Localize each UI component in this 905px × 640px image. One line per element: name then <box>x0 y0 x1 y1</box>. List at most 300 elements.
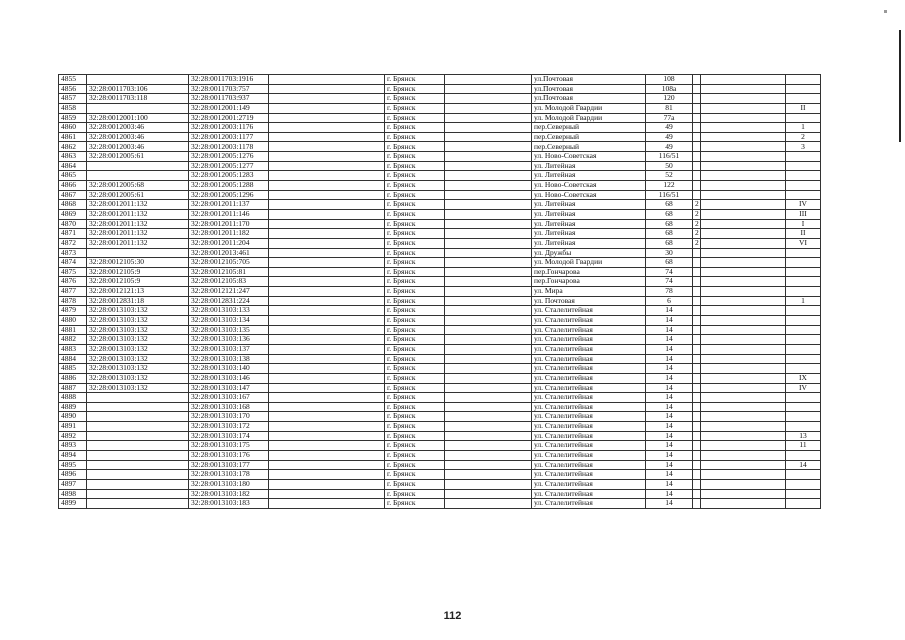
cell-city: г. Брянск <box>385 441 445 451</box>
cell-blank-a <box>269 364 385 374</box>
cell-cadastral-number: 32:28:0013103:182 <box>189 489 269 499</box>
cell-blank-a <box>269 142 385 152</box>
cell-row-number: 4872 <box>59 238 87 248</box>
cell-building <box>693 489 701 499</box>
cell-parent-cadastral-number <box>87 393 189 403</box>
cell-blank-c <box>701 238 786 248</box>
cell-parent-cadastral-number <box>87 402 189 412</box>
cell-row-number: 4868 <box>59 200 87 210</box>
cell-building: 2 <box>693 219 701 229</box>
cell-street: ул. Литейная <box>532 171 646 181</box>
cell-apartment: IV <box>786 383 821 393</box>
cell-parent-cadastral-number: 32:28:0012105:30 <box>87 258 189 268</box>
table-row <box>59 171 821 181</box>
cell-cadastral-number: 32:28:0013103:168 <box>189 402 269 412</box>
cell-blank-b <box>445 344 532 354</box>
cell-street: ул. Сталелитейная <box>532 499 646 509</box>
cell-cadastral-number: 32:28:0013103:146 <box>189 373 269 383</box>
cell-parent-cadastral-number: 32:28:0012005:68 <box>87 181 189 191</box>
cell-parent-cadastral-number <box>87 450 189 460</box>
cell-row-number: 4870 <box>59 219 87 229</box>
cell-apartment <box>786 84 821 94</box>
cell-blank-a <box>269 132 385 142</box>
cell-street: пер.Гончарова <box>532 267 646 277</box>
table-row <box>59 132 821 142</box>
cell-apartment <box>786 479 821 489</box>
cell-blank-c <box>701 123 786 133</box>
cell-blank-b <box>445 354 532 364</box>
cell-apartment: 1 <box>786 296 821 306</box>
cell-house-number: 14 <box>646 344 693 354</box>
cell-building <box>693 248 701 258</box>
cell-blank-b <box>445 219 532 229</box>
table-row <box>59 229 821 239</box>
cell-row-number: 4871 <box>59 229 87 239</box>
cell-house-number: 108 <box>646 75 693 85</box>
cell-cadastral-number: 32:28:0012013:461 <box>189 248 269 258</box>
cell-blank-a <box>269 450 385 460</box>
cell-cadastral-number: 32:28:0011703:937 <box>189 94 269 104</box>
cell-blank-a <box>269 335 385 345</box>
cell-city: г. Брянск <box>385 383 445 393</box>
cell-parent-cadastral-number <box>87 460 189 470</box>
cell-city: г. Брянск <box>385 402 445 412</box>
cell-cadastral-number: 32:28:0012001:149 <box>189 103 269 113</box>
cell-cadastral-number: 32:28:0012003:1178 <box>189 142 269 152</box>
cell-blank-b <box>445 499 532 509</box>
cell-house-number: 68 <box>646 258 693 268</box>
cell-house-number: 14 <box>646 402 693 412</box>
cell-apartment: II <box>786 229 821 239</box>
cell-apartment <box>786 325 821 335</box>
cell-house-number: 116/51 <box>646 190 693 200</box>
cell-parent-cadastral-number: 32:28:0013103:132 <box>87 354 189 364</box>
cell-blank-a <box>269 470 385 480</box>
table-row <box>59 84 821 94</box>
cell-parent-cadastral-number: 32:28:0013103:132 <box>87 373 189 383</box>
cell-blank-b <box>445 142 532 152</box>
cell-building <box>693 393 701 403</box>
cell-city: г. Брянск <box>385 113 445 123</box>
cell-blank-a <box>269 238 385 248</box>
cell-house-number: 14 <box>646 422 693 432</box>
cell-apartment <box>786 344 821 354</box>
table-row <box>59 103 821 113</box>
cell-cadastral-number: 32:28:0013103:177 <box>189 460 269 470</box>
cell-row-number: 4882 <box>59 335 87 345</box>
cell-parent-cadastral-number: 32:28:0012831:18 <box>87 296 189 306</box>
cell-street: ул. Сталелитейная <box>532 402 646 412</box>
cell-blank-b <box>445 94 532 104</box>
cell-parent-cadastral-number: 32:28:0012003:46 <box>87 123 189 133</box>
cell-street: ул. Сталелитейная <box>532 450 646 460</box>
cell-apartment <box>786 267 821 277</box>
table-row <box>59 200 821 210</box>
cell-blank-c <box>701 489 786 499</box>
cell-cadastral-number: 32:28:0012005:1288 <box>189 181 269 191</box>
cell-parent-cadastral-number: 32:28:0012011:132 <box>87 209 189 219</box>
cell-blank-a <box>269 181 385 191</box>
table-row <box>59 335 821 345</box>
cell-apartment <box>786 354 821 364</box>
table-row <box>59 142 821 152</box>
table-row <box>59 364 821 374</box>
cell-street: ул.Почтовая <box>532 84 646 94</box>
cell-parent-cadastral-number: 32:28:0013103:132 <box>87 306 189 316</box>
cell-apartment: 2 <box>786 132 821 142</box>
cell-blank-c <box>701 373 786 383</box>
cell-building <box>693 75 701 85</box>
cell-blank-c <box>701 460 786 470</box>
cell-blank-b <box>445 248 532 258</box>
cell-parent-cadastral-number: 32:28:0012105:9 <box>87 267 189 277</box>
cell-blank-c <box>701 132 786 142</box>
cell-city: г. Брянск <box>385 354 445 364</box>
cell-street: ул. Сталелитейная <box>532 431 646 441</box>
cell-house-number: 6 <box>646 296 693 306</box>
cell-blank-a <box>269 200 385 210</box>
cell-blank-b <box>445 450 532 460</box>
cell-blank-c <box>701 470 786 480</box>
cell-row-number: 4879 <box>59 306 87 316</box>
cell-building <box>693 277 701 287</box>
cell-blank-a <box>269 287 385 297</box>
cell-blank-c <box>701 316 786 326</box>
table-row <box>59 287 821 297</box>
cell-street: пер.Северный <box>532 123 646 133</box>
cell-parent-cadastral-number <box>87 489 189 499</box>
cell-row-number: 4899 <box>59 499 87 509</box>
cell-blank-b <box>445 373 532 383</box>
cell-house-number: 14 <box>646 306 693 316</box>
cell-blank-a <box>269 94 385 104</box>
cell-city: г. Брянск <box>385 306 445 316</box>
cell-building <box>693 373 701 383</box>
cell-apartment <box>786 277 821 287</box>
cell-blank-b <box>445 238 532 248</box>
cell-house-number: 14 <box>646 499 693 509</box>
cell-parent-cadastral-number: 32:28:0013103:132 <box>87 335 189 345</box>
cell-cadastral-number: 32:28:0012121:247 <box>189 287 269 297</box>
cell-street: ул. Молодой Гвардии <box>532 113 646 123</box>
cell-house-number: 14 <box>646 354 693 364</box>
cell-street: ул. Ново-Советская <box>532 190 646 200</box>
table-row <box>59 402 821 412</box>
cell-blank-b <box>445 171 532 181</box>
register-body <box>59 75 821 509</box>
cell-apartment: 14 <box>786 460 821 470</box>
cell-row-number: 4873 <box>59 248 87 258</box>
cell-apartment <box>786 489 821 499</box>
cell-blank-a <box>269 209 385 219</box>
cell-building: 2 <box>693 209 701 219</box>
cell-building <box>693 152 701 162</box>
cell-blank-b <box>445 325 532 335</box>
table-row <box>59 306 821 316</box>
cell-apartment <box>786 335 821 345</box>
cell-blank-c <box>701 277 786 287</box>
cell-house-number: 14 <box>646 460 693 470</box>
cell-city: г. Брянск <box>385 258 445 268</box>
cell-row-number: 4888 <box>59 393 87 403</box>
cell-house-number: 68 <box>646 229 693 239</box>
cell-blank-b <box>445 470 532 480</box>
cell-parent-cadastral-number <box>87 412 189 422</box>
cell-blank-b <box>445 161 532 171</box>
cell-blank-c <box>701 402 786 412</box>
cell-city: г. Брянск <box>385 277 445 287</box>
cell-parent-cadastral-number <box>87 479 189 489</box>
cell-blank-c <box>701 479 786 489</box>
cell-apartment: I <box>786 219 821 229</box>
cell-city: г. Брянск <box>385 200 445 210</box>
cell-street: ул. Сталелитейная <box>532 479 646 489</box>
cell-blank-c <box>701 287 786 297</box>
cell-blank-a <box>269 277 385 287</box>
cell-cadastral-number: 32:28:0013103:180 <box>189 479 269 489</box>
cell-street: ул. Сталелитейная <box>532 489 646 499</box>
cell-city: г. Брянск <box>385 190 445 200</box>
cell-house-number: 14 <box>646 489 693 499</box>
table-row <box>59 431 821 441</box>
cell-apartment <box>786 470 821 480</box>
cell-building <box>693 470 701 480</box>
cell-cadastral-number: 32:28:0012005:1283 <box>189 171 269 181</box>
cell-blank-c <box>701 219 786 229</box>
cell-city: г. Брянск <box>385 248 445 258</box>
cell-blank-c <box>701 354 786 364</box>
cell-house-number: 14 <box>646 412 693 422</box>
cell-apartment: 1 <box>786 123 821 133</box>
cell-row-number: 4866 <box>59 181 87 191</box>
cell-building <box>693 316 701 326</box>
cell-blank-c <box>701 306 786 316</box>
cell-city: г. Брянск <box>385 296 445 306</box>
cell-blank-c <box>701 209 786 219</box>
cell-city: г. Брянск <box>385 123 445 133</box>
cell-cadastral-number: 32:28:0013103:135 <box>189 325 269 335</box>
cell-city: г. Брянск <box>385 325 445 335</box>
cell-blank-a <box>269 248 385 258</box>
cell-cadastral-number: 32:28:0012105:705 <box>189 258 269 268</box>
cell-house-number: 14 <box>646 383 693 393</box>
cell-parent-cadastral-number <box>87 171 189 181</box>
cell-row-number: 4891 <box>59 422 87 432</box>
cell-apartment <box>786 412 821 422</box>
scan-speck <box>884 10 887 13</box>
cell-house-number: 68 <box>646 200 693 210</box>
cell-building <box>693 344 701 354</box>
cell-city: г. Брянск <box>385 132 445 142</box>
cell-cadastral-number: 32:28:0012005:1276 <box>189 152 269 162</box>
cell-blank-c <box>701 181 786 191</box>
cell-street: ул. Сталелитейная <box>532 344 646 354</box>
cell-apartment <box>786 248 821 258</box>
cell-street: ул. Сталелитейная <box>532 335 646 345</box>
cell-blank-b <box>445 258 532 268</box>
cell-blank-b <box>445 393 532 403</box>
table-row <box>59 344 821 354</box>
cell-row-number: 4855 <box>59 75 87 85</box>
cell-blank-c <box>701 431 786 441</box>
cell-row-number: 4898 <box>59 489 87 499</box>
cell-house-number: 14 <box>646 431 693 441</box>
cell-building <box>693 171 701 181</box>
cell-street: ул. Сталелитейная <box>532 364 646 374</box>
cell-city: г. Брянск <box>385 450 445 460</box>
cell-cadastral-number: 32:28:0012005:1277 <box>189 161 269 171</box>
cell-house-number: 68 <box>646 219 693 229</box>
cell-row-number: 4883 <box>59 344 87 354</box>
cell-blank-b <box>445 75 532 85</box>
cell-building <box>693 113 701 123</box>
cell-row-number: 4863 <box>59 152 87 162</box>
cell-parent-cadastral-number: 32:28:0012003:46 <box>87 132 189 142</box>
cell-blank-a <box>269 383 385 393</box>
table-row <box>59 450 821 460</box>
cell-apartment: 11 <box>786 441 821 451</box>
cell-blank-b <box>445 441 532 451</box>
cell-city: г. Брянск <box>385 431 445 441</box>
cell-cadastral-number: 32:28:0012011:204 <box>189 238 269 248</box>
cell-house-number: 14 <box>646 450 693 460</box>
cell-row-number: 4878 <box>59 296 87 306</box>
cell-blank-b <box>445 132 532 142</box>
cell-parent-cadastral-number: 32:28:0013103:132 <box>87 344 189 354</box>
cell-city: г. Брянск <box>385 412 445 422</box>
cell-city: г. Брянск <box>385 422 445 432</box>
cell-blank-a <box>269 344 385 354</box>
cell-blank-c <box>701 75 786 85</box>
cell-blank-a <box>269 460 385 470</box>
cell-blank-a <box>269 412 385 422</box>
cell-blank-b <box>445 287 532 297</box>
cell-city: г. Брянск <box>385 103 445 113</box>
cell-blank-c <box>701 325 786 335</box>
cell-city: г. Брянск <box>385 364 445 374</box>
cell-blank-a <box>269 190 385 200</box>
cell-parent-cadastral-number <box>87 499 189 509</box>
cell-blank-b <box>445 103 532 113</box>
table-row <box>59 238 821 248</box>
cell-blank-a <box>269 441 385 451</box>
cell-house-number: 122 <box>646 181 693 191</box>
cell-blank-c <box>701 103 786 113</box>
cell-row-number: 4862 <box>59 142 87 152</box>
cell-apartment <box>786 161 821 171</box>
cell-city: г. Брянск <box>385 335 445 345</box>
cell-blank-b <box>445 316 532 326</box>
cell-city: г. Брянск <box>385 142 445 152</box>
cell-parent-cadastral-number: 32:28:0012105:9 <box>87 277 189 287</box>
cell-house-number: 14 <box>646 441 693 451</box>
cell-blank-c <box>701 364 786 374</box>
cell-blank-c <box>701 248 786 258</box>
cell-street: ул.Почтовая <box>532 75 646 85</box>
table-row <box>59 181 821 191</box>
cell-blank-a <box>269 489 385 499</box>
cell-street: ул. Дружбы <box>532 248 646 258</box>
cell-city: г. Брянск <box>385 460 445 470</box>
cell-street: ул. Литейная <box>532 209 646 219</box>
cell-blank-a <box>269 113 385 123</box>
cell-city: г. Брянск <box>385 287 445 297</box>
cell-cadastral-number: 32:28:0013103:172 <box>189 422 269 432</box>
cell-house-number: 14 <box>646 325 693 335</box>
cell-cadastral-number: 32:28:0013103:138 <box>189 354 269 364</box>
table-row <box>59 123 821 133</box>
cell-building <box>693 287 701 297</box>
table-row <box>59 94 821 104</box>
cell-apartment: IX <box>786 373 821 383</box>
cell-parent-cadastral-number: 32:28:0013103:132 <box>87 364 189 374</box>
cell-blank-b <box>445 267 532 277</box>
cell-building <box>693 94 701 104</box>
cell-city: г. Брянск <box>385 373 445 383</box>
cell-apartment <box>786 422 821 432</box>
cell-apartment <box>786 393 821 403</box>
cell-building <box>693 422 701 432</box>
cell-apartment: IV <box>786 200 821 210</box>
cell-parent-cadastral-number: 32:28:0013103:132 <box>87 325 189 335</box>
table-row <box>59 248 821 258</box>
cell-street: ул. Литейная <box>532 200 646 210</box>
cell-building <box>693 499 701 509</box>
cell-street: пер.Гончарова <box>532 277 646 287</box>
cell-blank-b <box>445 412 532 422</box>
cell-parent-cadastral-number <box>87 75 189 85</box>
cell-blank-b <box>445 113 532 123</box>
cell-blank-c <box>701 142 786 152</box>
cell-parent-cadastral-number: 32:28:0012005:61 <box>87 190 189 200</box>
cell-city: г. Брянск <box>385 238 445 248</box>
cell-city: г. Брянск <box>385 219 445 229</box>
cell-blank-c <box>701 267 786 277</box>
cell-row-number: 4858 <box>59 103 87 113</box>
cell-row-number: 4865 <box>59 171 87 181</box>
cell-city: г. Брянск <box>385 94 445 104</box>
table-row <box>59 412 821 422</box>
cell-blank-a <box>269 306 385 316</box>
cell-building <box>693 412 701 422</box>
cell-blank-b <box>445 460 532 470</box>
page-number: 112 <box>443 610 462 622</box>
cell-blank-c <box>701 258 786 268</box>
table-row <box>59 75 821 85</box>
cell-city: г. Брянск <box>385 267 445 277</box>
cell-city: г. Брянск <box>385 316 445 326</box>
cell-building <box>693 325 701 335</box>
cell-cadastral-number: 32:28:0013103:140 <box>189 364 269 374</box>
cell-building <box>693 383 701 393</box>
cell-parent-cadastral-number: 32:28:0012003:46 <box>87 142 189 152</box>
cell-house-number: 77а <box>646 113 693 123</box>
cell-apartment <box>786 287 821 297</box>
cell-parent-cadastral-number <box>87 161 189 171</box>
table-row <box>59 316 821 326</box>
cell-building <box>693 441 701 451</box>
cell-building <box>693 123 701 133</box>
cell-cadastral-number: 32:28:0013103:176 <box>189 450 269 460</box>
cell-blank-c <box>701 335 786 345</box>
cell-cadastral-number: 32:28:0012011:182 <box>189 229 269 239</box>
cell-row-number: 4885 <box>59 364 87 374</box>
cell-blank-c <box>701 441 786 451</box>
table-row <box>59 190 821 200</box>
cell-blank-b <box>445 422 532 432</box>
cell-cadastral-number: 32:28:0012003:1176 <box>189 123 269 133</box>
cell-building <box>693 267 701 277</box>
